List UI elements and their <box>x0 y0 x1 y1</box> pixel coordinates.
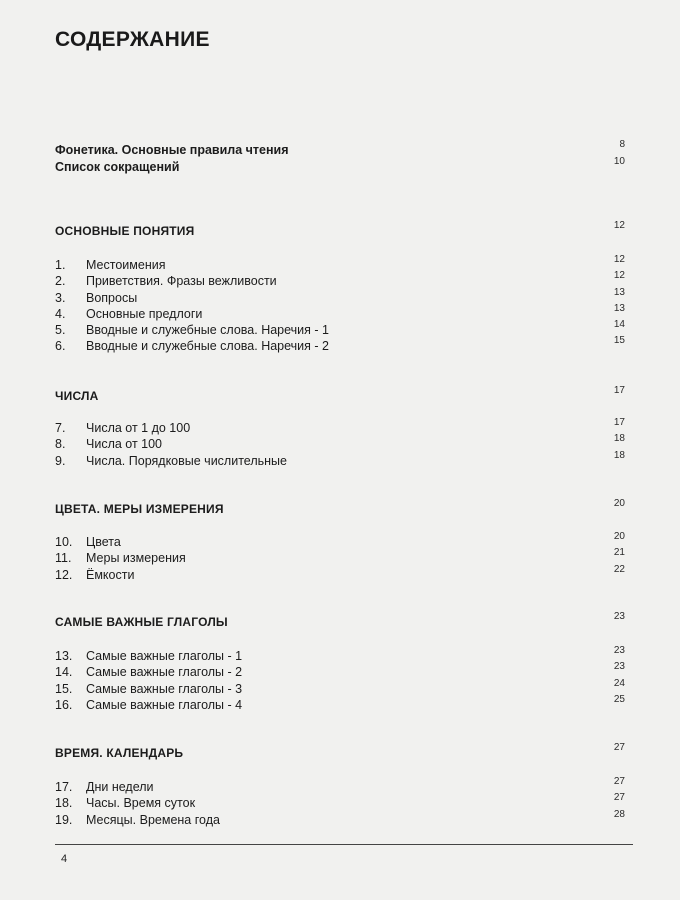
toc-entry-text: Вопросы <box>86 291 138 305</box>
toc-entry-page: 24 <box>613 678 625 689</box>
toc-entry[interactable] <box>55 417 625 437</box>
toc-entry-text: Самые важные глаголы - 1 <box>86 649 243 663</box>
toc-entry-number: 14. <box>55 665 73 679</box>
toc-entry[interactable] <box>55 564 625 584</box>
toc-entry-number: 2. <box>55 274 66 288</box>
toc-section-heading[interactable] <box>55 385 625 405</box>
toc-entry[interactable] <box>55 809 625 829</box>
toc-entry-page: 10 <box>613 156 625 167</box>
page-title: СОДЕРЖАНИЕ <box>55 28 210 51</box>
toc-entry[interactable] <box>55 531 625 551</box>
toc-entry-number: 9. <box>55 454 66 468</box>
toc-entry-text: Числа от 100 <box>86 437 163 451</box>
toc-entry-text: Ёмкости <box>86 568 135 582</box>
toc-entry[interactable] <box>55 319 625 339</box>
toc-entry-number: 3. <box>55 291 66 305</box>
toc-entry-number: 11. <box>55 551 72 565</box>
toc-entry-text: Основные предлоги <box>86 307 203 321</box>
toc-entry[interactable] <box>55 694 625 714</box>
toc-entry[interactable] <box>55 335 625 355</box>
section-heading-text: ВРЕМЯ. КАЛЕНДАРЬ <box>55 746 184 760</box>
toc-entry-number: 6. <box>55 339 66 353</box>
toc-entry-text: Фонетика. Основные правила чтения <box>55 143 289 157</box>
toc-entry-page: 25 <box>613 694 625 705</box>
toc-entry-page: 12 <box>613 270 625 281</box>
toc-entry-number: 4. <box>55 307 66 321</box>
toc-entry-text: Цвета <box>86 535 121 549</box>
toc-entry[interactable] <box>55 645 625 665</box>
toc-entry-page: 13 <box>613 303 625 314</box>
toc-section-heading[interactable] <box>55 498 625 518</box>
toc-entry[interactable] <box>55 433 625 453</box>
toc-section-heading[interactable] <box>55 611 625 631</box>
toc-entry-page: 21 <box>613 547 625 558</box>
toc-entry-number: 10. <box>55 535 73 549</box>
toc-entry[interactable] <box>55 547 625 567</box>
toc-entry-number: 1. <box>55 258 66 272</box>
toc-entry-text: Приветствия. Фразы вежливости <box>86 274 277 288</box>
section-heading-text: ЧИСЛА <box>55 389 99 403</box>
toc-entry-page: 13 <box>613 287 625 298</box>
toc-entry-page: 23 <box>613 661 625 672</box>
section-heading-page: 12 <box>613 220 625 231</box>
toc-entry-abbreviations[interactable] <box>55 156 625 176</box>
toc-entry-text: Самые важные глаголы - 4 <box>86 698 243 712</box>
toc-section-heading[interactable] <box>55 742 625 762</box>
toc-entry-page: 17 <box>613 417 625 428</box>
toc-entry-page: 27 <box>613 792 625 803</box>
toc-entry-text: Числа. Порядковые числительные <box>86 454 287 468</box>
toc-entry-page: 14 <box>613 319 625 330</box>
toc-entry-text: Дни недели <box>86 780 154 794</box>
toc-entry-page: 22 <box>613 564 625 575</box>
toc-entry[interactable] <box>55 776 625 796</box>
toc-entry[interactable] <box>55 792 625 812</box>
section-heading-text: ОСНОВНЫЕ ПОНЯТИЯ <box>55 224 195 238</box>
toc-entry-number: 17. <box>55 780 73 794</box>
toc-entry[interactable] <box>55 270 625 290</box>
section-heading-page: 27 <box>613 742 625 753</box>
toc-entry-page: 18 <box>613 433 625 444</box>
section-heading-text: ЦВЕТА. МЕРЫ ИЗМЕРЕНИЯ <box>55 502 224 516</box>
toc-entry[interactable] <box>55 661 625 681</box>
section-heading-text: САМЫЕ ВАЖНЫЕ ГЛАГОЛЫ <box>55 615 228 629</box>
toc-entry[interactable] <box>55 678 625 698</box>
toc-entry[interactable] <box>55 303 625 323</box>
toc-entry-number: 19. <box>55 813 73 827</box>
toc-entry-page: 15 <box>613 335 625 346</box>
section-heading-page: 23 <box>613 611 625 622</box>
toc-entry-text: Самые важные глаголы - 3 <box>86 682 243 696</box>
toc-entry[interactable] <box>55 254 625 274</box>
toc-entry-page: 23 <box>613 645 625 656</box>
toc-entry-text: Вводные и служебные слова. Наречия - 1 <box>86 323 329 337</box>
footer-divider <box>55 844 633 845</box>
toc-entry-text: Числа от 1 до 100 <box>86 421 191 435</box>
toc-entry-number: 16. <box>55 698 73 712</box>
toc-entry-page: 27 <box>613 776 625 787</box>
toc-entry-number: 18. <box>55 796 73 810</box>
toc-entry-number: 7. <box>55 421 66 435</box>
toc-entry-text: Меры измерения <box>86 551 186 565</box>
toc-entry-text: Часы. Время суток <box>86 796 196 810</box>
toc-entry-page: 12 <box>613 254 625 265</box>
toc-entry-text: Список сокращений <box>55 160 180 174</box>
toc-entry-page: 28 <box>613 809 625 820</box>
toc-entry-number: 8. <box>55 437 66 451</box>
toc-entry-page: 20 <box>613 531 625 542</box>
toc-entry-phonetics[interactable] <box>55 139 625 159</box>
toc-entry[interactable] <box>55 450 625 470</box>
toc-entry-number: 15. <box>55 682 73 696</box>
toc-entry-text: Месяцы. Времена года <box>86 813 220 827</box>
toc-entry-page: 8 <box>619 139 625 150</box>
toc-entry-text: Вводные и служебные слова. Наречия - 2 <box>86 339 329 353</box>
page-number: 4 <box>61 853 68 865</box>
section-heading-page: 20 <box>613 498 625 509</box>
toc-section-heading[interactable] <box>55 220 625 240</box>
toc-entry-text: Самые важные глаголы - 2 <box>86 665 243 679</box>
toc-entry-number: 12. <box>55 568 73 582</box>
toc-entry-number: 5. <box>55 323 66 337</box>
toc-entry[interactable] <box>55 287 625 307</box>
toc-entry-number: 13. <box>55 649 73 663</box>
toc-entry-page: 18 <box>613 450 625 461</box>
section-heading-page: 17 <box>613 385 625 396</box>
toc-entry-text: Местоимения <box>86 258 166 272</box>
